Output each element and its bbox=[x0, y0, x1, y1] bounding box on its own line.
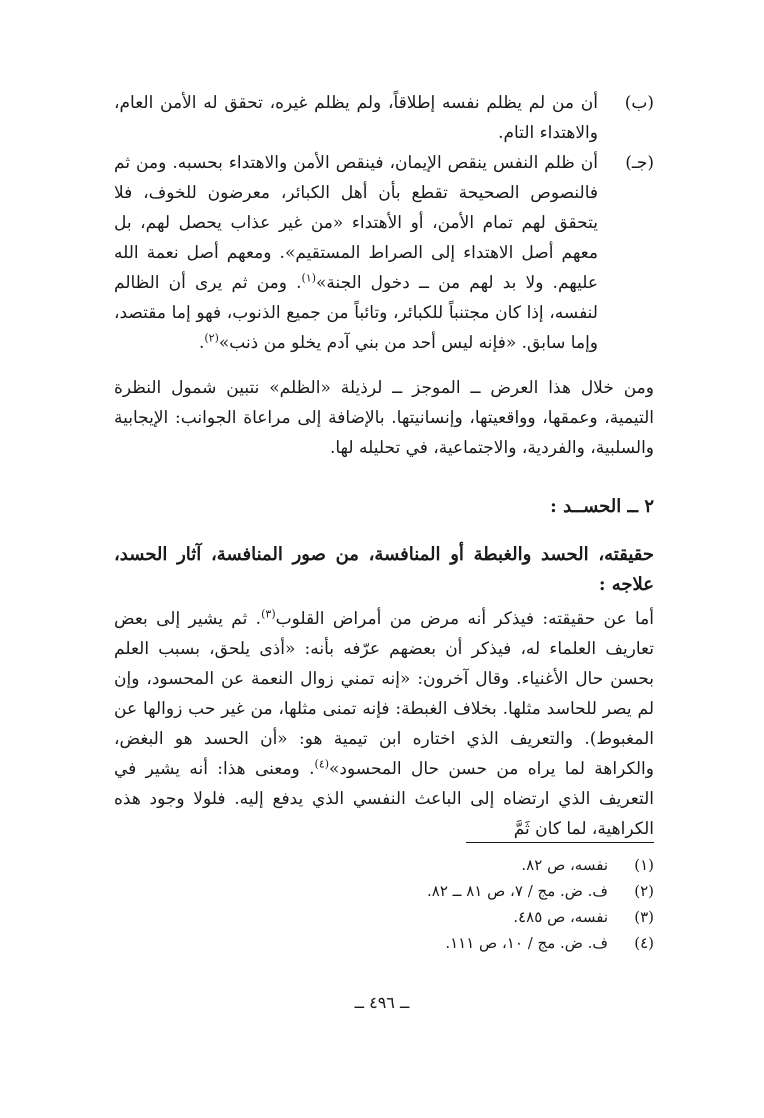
item-marker: (جـ) bbox=[625, 153, 654, 173]
body-paragraph bbox=[114, 604, 654, 844]
item-marker: (ب) bbox=[624, 93, 654, 113]
paragraph-text-part: . ومعنى هذا: أنه يشير في التعريف الذي ارتضاه إلى الباعث النفسي الذي يدفع إليه. فلولا وجود هذه الكراهية، لما كان ثَمَّ bbox=[114, 759, 654, 839]
item-text-part: . bbox=[198, 333, 205, 353]
list-item-j bbox=[114, 148, 654, 358]
item-text-part: أن ظلم النفس ينقص الإيمان، فينقص الأمن والاهتداء بحسبه. ومن ثم فالنصوص الصحيحة تقطع بأن أهل الكبائر، معرضون للخوف، فلا يتحقق لهم تمام الأمن، أو الأهتداء «من غير عذاب يحصل لهم، بل معهم أصل الاهتداء إلى الصراط المستقيم». ومعهم أصل نعمة الله عليهم. ولا بد لهم من ــ دخول الجنة» bbox=[114, 153, 598, 293]
section-heading: ٢ ــ الحســد : bbox=[550, 496, 654, 517]
footnote-item bbox=[114, 878, 654, 904]
section-subheading: حقيقته، الحسد والغبطة أو المنافسة، من صور المنافسة، آثار الحسد، علاجه : bbox=[114, 544, 654, 595]
item-text bbox=[114, 148, 598, 358]
footnote-ref: (١) bbox=[301, 271, 317, 285]
footnote-item bbox=[114, 852, 654, 878]
footnote-item bbox=[114, 904, 654, 930]
list-item-b bbox=[114, 88, 654, 148]
paragraph-text-part: . ثم يشير إلى بعض تعاريف العلماء له، فيذكر أن بعضهم عرّفه بأنه: «أذى يلحق، بسبب العلم بحسن حال الأغنياء. وقال آخرون: «إنه تمني زوال النعمة عن المحسود، وإن لم يصر للحاسد مثلها. بخلاف الغبطة: فإنه تمنى مثلها، من غير حب زوالها عن المغبوط). والتعريف الذي اختاره ابن تيمية هو: «أن الحسد هو البغض، والكراهة لما يراه من حسن حال المحسود» bbox=[114, 609, 654, 779]
footnote-ref: (٣) bbox=[261, 607, 276, 621]
footnote-text: نفسه، ص ٤٨٥. bbox=[513, 908, 608, 926]
footnote-number: (٤) bbox=[634, 934, 654, 952]
footnote-item bbox=[114, 930, 654, 956]
item-text-part: . ومن ثم يرى أن الظالم لنفسه، إذا كان مجتنباً للكبائر، وتائباً من جميع الذنوب، فهو إما مقتصد، وإما سابق. «فإنه ليس أحد من بني آدم يخلو من ذنب» bbox=[114, 273, 598, 353]
footnote-ref: (٢) bbox=[204, 331, 219, 345]
footnote-number: (٣) bbox=[634, 908, 654, 926]
page-number: ــ ٤٩٦ ــ bbox=[354, 993, 410, 1012]
footnote-number: (١) bbox=[634, 856, 654, 874]
footnotes bbox=[114, 852, 654, 956]
footnote-text: ف. ض. مج / ٧، ص ٨١ ــ ٨٢. bbox=[426, 882, 608, 900]
footnote-number: (٢) bbox=[634, 882, 654, 900]
footnote-divider bbox=[466, 842, 654, 843]
paragraph-text-part: أما عن حقيقته: فيذكر أنه مرض من أمراض القلوب bbox=[275, 609, 655, 629]
body-paragraph: ومن خلال هذا العرض ــ الموجز ــ لرذيلة «الظلم» نتبين شمول النظرة التيمية، وعمقها، وواقعيتها، وإنسانيتها. بالإضافة إلى مراعاة الجوانب: الإيجابية والسلبية، والفردية، والاجتماعية، في تحليله لها. bbox=[114, 378, 654, 458]
footnote-text: نفسه، ص ٨٢. bbox=[521, 856, 608, 874]
footnote-ref: (٤) bbox=[314, 757, 330, 771]
footnote-text: ف. ض. مج / ١٠، ص ١١١. bbox=[445, 934, 608, 952]
item-text: أن من لم يظلم نفسه إطلاقاً، ولم يظلم غيره، تحقق له الأمن العام، والاهتداء التام. bbox=[114, 93, 598, 143]
